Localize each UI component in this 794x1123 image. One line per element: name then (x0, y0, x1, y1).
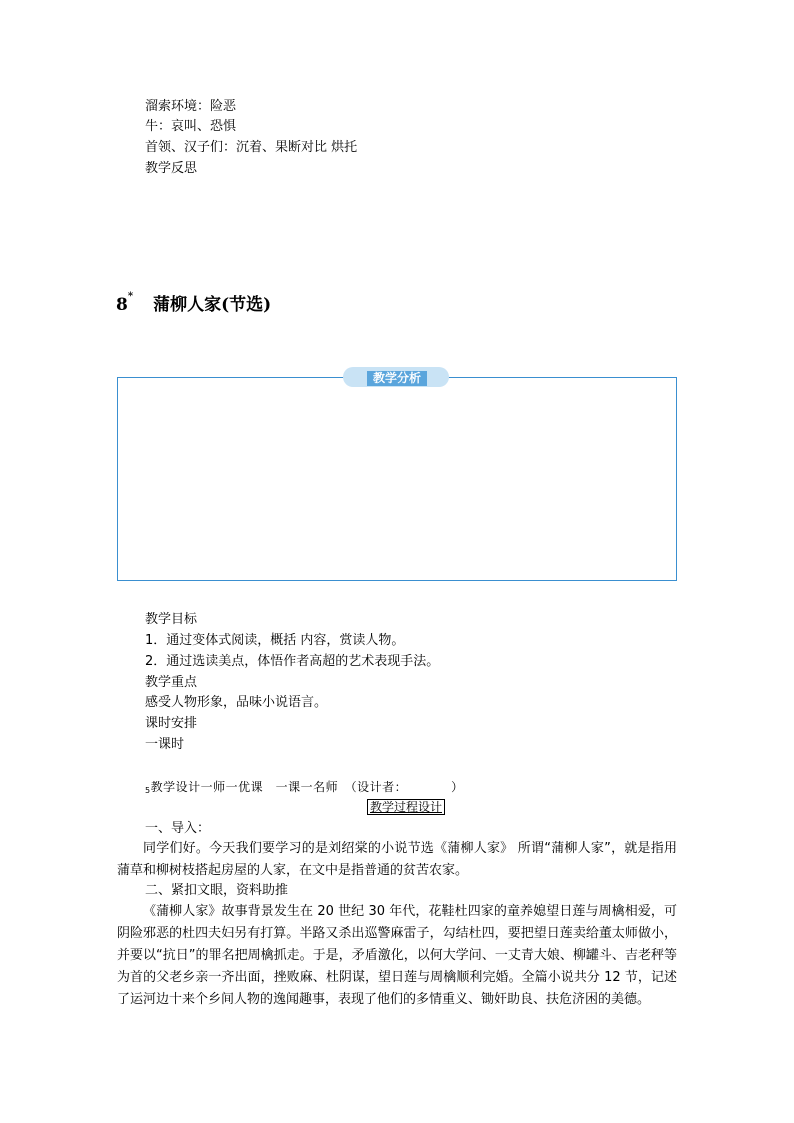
lesson-name: 蒲柳人家(节选) (153, 295, 272, 315)
lesson-number: 8 (116, 295, 128, 315)
lesson-star: * (127, 291, 134, 303)
lesson-title (116, 290, 271, 315)
section-2-paragraph: 《蒲柳人家》故事背景发生在 20 世纪 30 年代，花鞋杜四家的童养媳望日莲与周檎相爱，可阴险邪恶的杜四夫妇另有打算。半路又杀出巡警麻雷子，勾结杜四，要把望日莲卖给董太师做小，并要以“抗日”的罪名把周檎抓走。于是，矛盾激化，以何大学问、一丈青大娘、柳罐斗、吉老秤等为首的父老乡亲一齐出面，挫败麻、杜阴谋，望日莲与周檎顺利完婚。全篇小说共分 12 节，记述了运河边十来个乡间人物的逸闻趣事，表现了他们的多情重义、锄奸助良、扶危济困的美德。 (117, 904, 677, 1007)
schedule-heading: 课时安排 (145, 716, 198, 731)
focus-heading: 教学重点 (145, 675, 198, 690)
design-marker: 5 (145, 786, 151, 795)
section-1-paragraph: 同学们好。今天我们要学习的是刘绍棠的小说节选《蒲柳人家》 所谓“蒲柳人家”，就是指用蒲草和柳树枝搭起房屋的人家，在文中是指普通的贫苦农家。 (117, 841, 677, 878)
process-design-label: 教学过程设计 (367, 799, 445, 815)
focus-text: 感受人物形象，品味小说语言。 (145, 695, 328, 710)
section-1-heading: 一、导入： (145, 821, 211, 836)
design-line (145, 778, 464, 800)
note-line-1: 溜索环境：险恶 (145, 99, 237, 114)
objectives-heading: 教学目标 (145, 612, 198, 627)
objective-2: 2．通过选读美点，体悟作者高超的艺术表现手法。 (145, 654, 440, 669)
design-text: 教学设计一师一优课 一课一名师 （设计者： ） (150, 780, 464, 794)
objective-1: 1．通过变体式阅读，概括 内容，赏读人物。 (145, 633, 405, 648)
teaching-analysis-box (117, 377, 677, 581)
teaching-reflection-heading: 教学反思 (145, 161, 198, 176)
note-line-2: 牛：哀叫、恐惧 (145, 119, 237, 134)
schedule-text: 一课时 (145, 737, 185, 752)
teaching-analysis-label: 教学分析 (367, 371, 427, 386)
note-line-3: 首领、汉子们：沉着、果断对比 烘托 (145, 140, 358, 155)
section-2-heading: 二、紧扣文眼，资料助推 (145, 883, 289, 898)
